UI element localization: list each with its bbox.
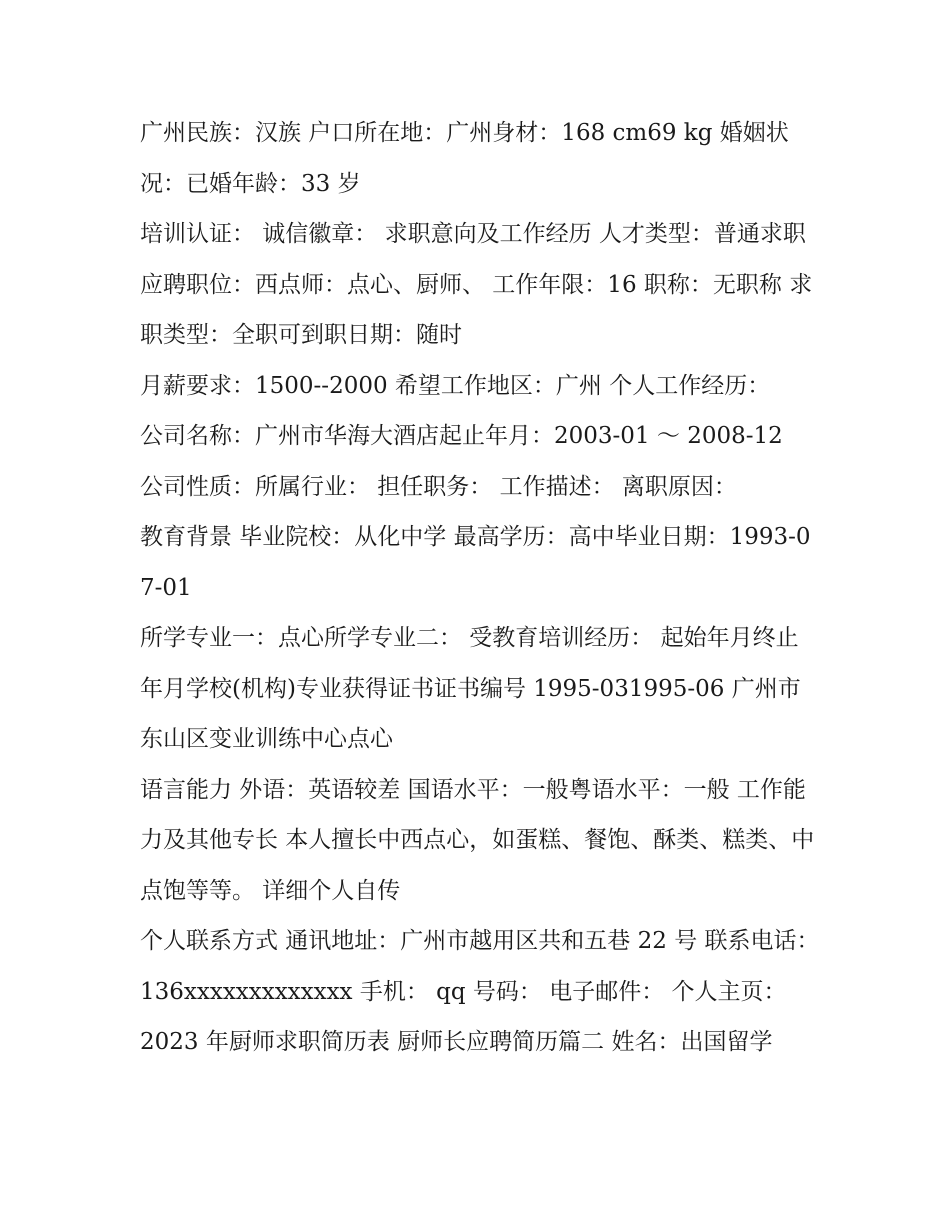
document-body (140, 108, 820, 1068)
paragraph-training: 所学专业一：点心所学专业二： 受教育培训经历： 起始年月终止年月学校(机构)专业获得证书证书编号 1995-031995-06 广州市东山区变业训练中心点心 (140, 625, 801, 752)
paragraph-job-intention: 培训认证： 诚信徽章： 求职意向及工作经历 人才类型：普通求职 应聘职位：西点师：点心、厨师、 工作年限：16 职称：无职称 求职类型：全职可到职日期：随时 (140, 221, 813, 348)
paragraph-education: 教育背景 毕业院校：从化中学 最高学历：高中毕业日期：1993-07-01 (140, 524, 811, 601)
paragraph-company-nature: 公司性质：所属行业： 担任职务： 工作描述： 离职原因： (140, 473, 737, 500)
paragraph-personal-info: 广州民族：汉族 户口所在地：广州身材：168 cm69 kg 婚姻状况：已婚年龄：33 岁 (140, 120, 789, 197)
paragraph-contact: 个人联系方式 通讯地址：广州市越用区共和五巷 22 号 联系电话：136xxxxxxxxxxxxx 手机： qq 号码： 电子邮件： 个人主页： (140, 928, 820, 1005)
paragraph-company-name: 公司名称：广州市华海大酒店起止年月：2003-01 ～ 2008-12 (140, 423, 783, 449)
paragraph-next-resume: 2023 年厨师求职简历表 厨师长应聘简历篇二 姓名：出国留学 (140, 1029, 773, 1055)
paragraph-salary: 月薪要求：1500--2000 希望工作地区：广州 个人工作经历： (140, 372, 771, 399)
paragraph-language-skills: 语言能力 外语：英语较差 国语水平：一般粤语水平：一般 工作能力及其他专长 本人擅长中西点心，如蛋糕、餐饱、酥类、糕类、中点饱等等。 详细个人自传 (140, 776, 815, 904)
